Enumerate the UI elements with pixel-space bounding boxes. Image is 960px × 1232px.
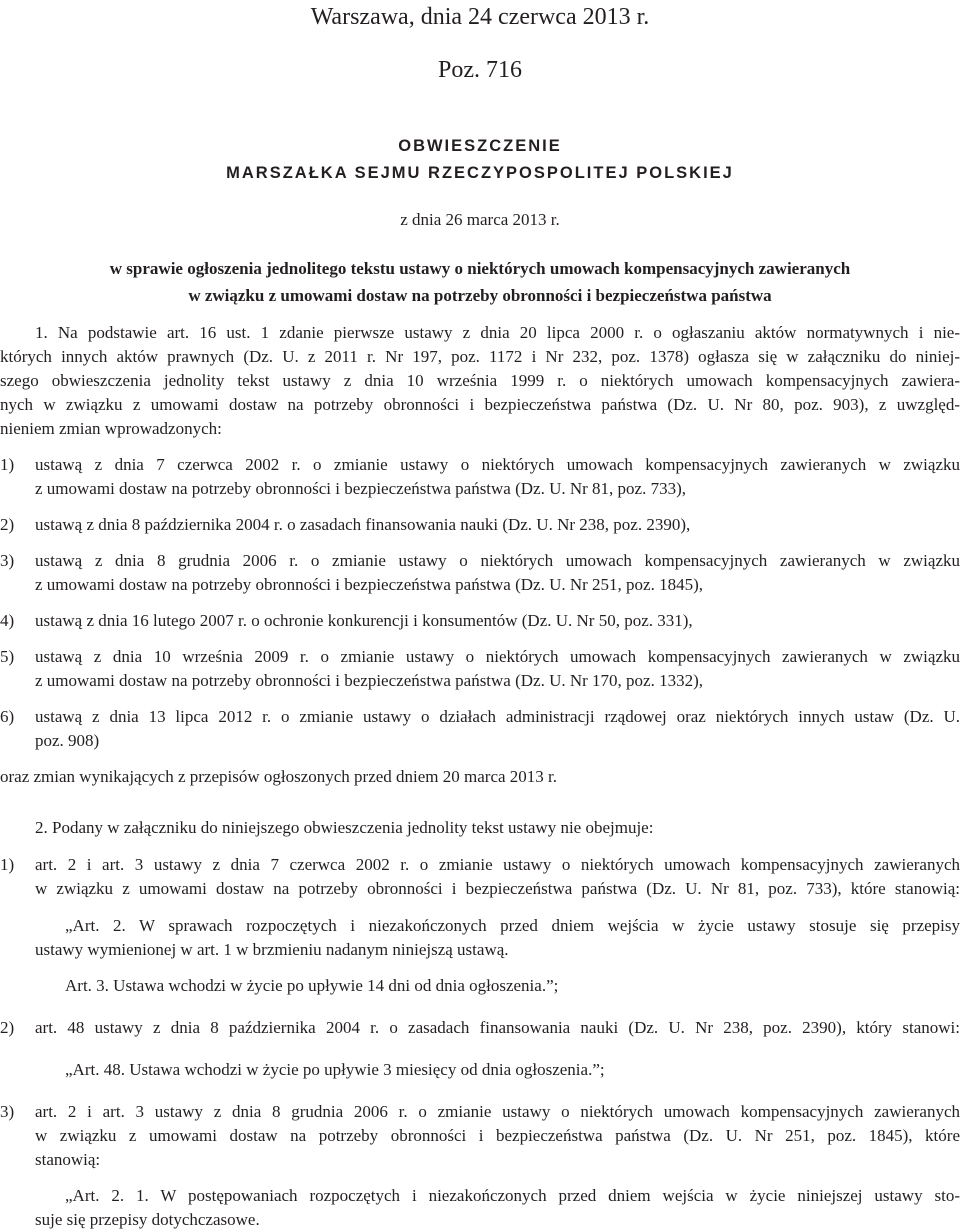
paragraph-line: szego obwieszczenia jednolity tekst ustawy z dnia 10 września 1999 r. o niektórych umowach kompensacyjnych zawiera- [0,371,960,390]
closing-line: oraz zmian wynikających z przepisów ogłoszonych przed dniem 20 marca 2013 r. [0,767,558,786]
list-number: 3) [0,551,15,570]
list-item-line: poz. 908) [35,731,100,750]
quote-line: Art. 3. Ustawa wchodzi w życie po upływie 14 dni od dnia ogłoszenia.”; [65,976,559,995]
quote-line: ustawy wymienionej w art. 1 w brzmieniu nadanym niniejszą ustawą. [35,940,509,959]
paragraph-line: nieniem zmian wprowadzonych: [0,419,222,438]
quote-line: „Art. 48. Ustawa wchodzi w życie po upływie 3 miesięcy od dnia ogłoszenia.”; [65,1060,605,1079]
list-item-line: z umowami dostaw na potrzeby obronności i bezpieczeństwa państwa (Dz. U. Nr 81, poz. 733), [35,479,687,498]
list-item-line: art. 2 i art. 3 ustawy z dnia 7 czerwca 2002 r. o zmianie ustawy o niektórych umowach kompensacyjnych zawieranych [35,855,960,874]
list-item-line: art. 48 ustawy z dnia 8 października 2004 r. o zasadach finansowania nauki (Dz. U. Nr 238, poz. 2390), który stanowi: [35,1018,960,1037]
paragraph-line: nych w związku z umowami dostaw na potrzeby obronności i bezpieczeństwa państwa (Dz. U. Nr 80, poz. 903), z uwzględ- [0,395,960,414]
list-item-line: ustawą z dnia 8 października 2004 r. o zasadach finansowania nauki (Dz. U. Nr 238, poz. 2390), [35,515,691,534]
list-number: 5) [0,647,15,666]
quote-line: „Art. 2. 1. W postępowaniach rozpoczętych i niezakończonych przed dniem wejścia w życie niniejszej ustawy sto- [65,1186,960,1205]
list-item-line: z umowami dostaw na potrzeby obronności i bezpieczeństwa państwa (Dz. U. Nr 170, poz. 1332), [35,671,704,690]
paragraph-line: których innych aktów prawnych (Dz. U. z 2011 r. Nr 197, poz. 1172 i Nr 232, poz. 1378) ogłasza się w załączniku do niniej- [0,347,960,366]
list-number: 3) [0,1102,15,1121]
list-number: 2) [0,515,15,534]
list-number: 1) [0,455,15,474]
list-item-line: ustawą z dnia 16 lutego 2007 r. o ochronie konkurencji i konsumentów (Dz. U. Nr 50, poz. 331), [35,611,693,630]
list-item-line: w związku z umowami dostaw na potrzeby obronności i bezpieczeństwa państwa (Dz. U. Nr 251, poz. 1845), które [35,1126,960,1145]
position-number: Poz. 716 [438,57,522,83]
quote-line: „Art. 2. W sprawach rozpoczętych i niezakończonych przed dniem wejścia w życie ustawy stosuje się przepisy [65,916,960,935]
doc-subject-line-1: w sprawie ogłoszenia jednolitego tekstu ustawy o niektórych umowach kompensacyjnych zawieranych [109,259,851,278]
list-number: 4) [0,611,15,630]
section-2-intro: 2. Podany w załączniku do niniejszego obwieszczenia jednolity tekst ustawy nie obejmuje: [35,818,654,837]
list-item-line: z umowami dostaw na potrzeby obronności i bezpieczeństwa państwa (Dz. U. Nr 251, poz. 1845), [35,575,704,594]
list-item-line: ustawą z dnia 8 grudnia 2006 r. o zmianie ustawy o niektórych umowach kompensacyjnych zawieranych w związku [35,551,960,570]
list-number: 2) [0,1018,15,1037]
list-item-line: ustawą z dnia 13 lipca 2012 r. o zmianie ustawy o działach administracji rządowej oraz niektórych innych ustaw (Dz. U. [35,707,960,726]
list-item-line: art. 2 i art. 3 ustawy z dnia 8 grudnia 2006 r. o zmianie ustawy o niektórych umowach kompensacyjnych zawieranych [35,1102,960,1121]
doc-subject-line-2: w związku z umowami dostaw na potrzeby obronności i bezpieczeństwa państwa [188,286,772,305]
list-number: 1) [0,855,15,874]
list-item-line: w związku z umowami dostaw na potrzeby obronności i bezpieczeństwa państwa (Dz. U. Nr 81, poz. 733), które stanowią: [35,879,960,898]
place-date: Warszawa, dnia 24 czerwca 2013 r. [310,4,650,30]
list-number: 6) [0,707,15,726]
list-item-line: ustawą z dnia 7 czerwca 2002 r. o zmianie ustawy o niektórych umowach kompensacyjnych zawieranych w związku [35,455,960,474]
doc-title: OBWIESZCZENIE [398,137,562,155]
quote-line: suje się przepisy dotychczasowe. [35,1210,260,1229]
doc-date: z dnia 26 marca 2013 r. [400,210,560,229]
list-item-line: ustawą z dnia 10 września 2009 r. o zmianie ustawy o niektórych umowach kompensacyjnych zawieranych w związku [35,647,960,666]
doc-issuer: MARSZAŁKA SEJMU RZECZYPOSPOLITEJ POLSKIEJ [226,164,734,182]
list-item-line: stanowią: [35,1150,101,1169]
paragraph-line: 1. Na podstawie art. 16 ust. 1 zdanie pierwsze ustawy z dnia 20 lipca 2000 r. o ogłaszaniu aktów normatywnych i nie- [35,323,960,342]
